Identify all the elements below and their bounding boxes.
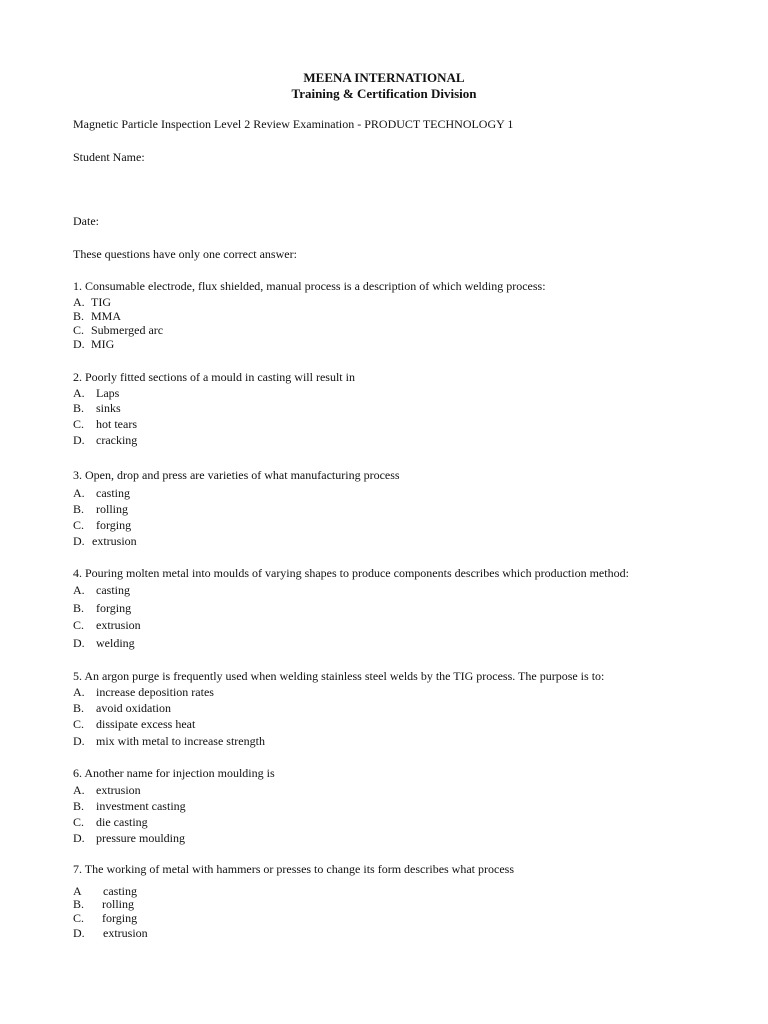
option: B. forging bbox=[73, 601, 132, 615]
option: B. sinks bbox=[73, 401, 121, 415]
option: A casting bbox=[73, 884, 137, 898]
option: B. MMA bbox=[73, 309, 122, 323]
question-4: 4. Pouring molten metal into moulds of varying shapes to produce components describes which production method: bbox=[73, 566, 629, 580]
option: C. extrusion bbox=[73, 618, 141, 632]
option: B. rolling bbox=[73, 502, 128, 516]
option: D. welding bbox=[73, 636, 135, 650]
question-6: 6. Another name for injection moulding is bbox=[73, 766, 275, 780]
option: A. Laps bbox=[73, 386, 120, 400]
exam-title: Magnetic Particle Inspection Level 2 Review Examination - PRODUCT TECHNOLOGY 1 bbox=[73, 117, 514, 131]
option: D. extrusion bbox=[73, 926, 148, 940]
option: B. rolling bbox=[73, 897, 134, 911]
question-2: 2. Poorly fitted sections of a mould in casting will result in bbox=[73, 370, 355, 384]
option: D. pressure moulding bbox=[73, 831, 185, 845]
option: B. avoid oxidation bbox=[73, 701, 171, 715]
option: A. casting bbox=[73, 583, 130, 597]
option: A. extrusion bbox=[73, 783, 141, 797]
option: C. forging bbox=[73, 911, 138, 925]
option: D. mix with metal to increase strength bbox=[73, 734, 265, 748]
option: A. TIG bbox=[73, 295, 111, 309]
option: C. dissipate excess heat bbox=[73, 717, 196, 731]
question-1: 1. Consumable electrode, flux shielded, manual process is a description of which welding process: bbox=[73, 279, 546, 293]
division-name: Training & Certification Division bbox=[291, 86, 477, 101]
date-label: Date: bbox=[73, 214, 99, 228]
student-name-label: Student Name: bbox=[73, 150, 145, 164]
option: D. cracking bbox=[73, 433, 138, 447]
option: A. increase deposition rates bbox=[73, 685, 214, 699]
instructions: These questions have only one correct answer: bbox=[73, 247, 297, 261]
option: D. MIG bbox=[73, 337, 115, 351]
question-7: 7. The working of metal with hammers or presses to change its form describes what process bbox=[73, 862, 514, 876]
option: B. investment casting bbox=[73, 799, 186, 813]
question-3: 3. Open, drop and press are varieties of what manufacturing process bbox=[73, 468, 400, 482]
option: D. extrusion bbox=[73, 534, 137, 548]
option: C. hot tears bbox=[73, 417, 137, 431]
question-5: 5. An argon purge is frequently used when welding stainless steel welds by the TIG process. The purpose is to: bbox=[73, 669, 605, 683]
option: C. Submerged arc bbox=[73, 323, 164, 337]
option: A. casting bbox=[73, 486, 130, 500]
option: C. die casting bbox=[73, 815, 148, 829]
option: C. forging bbox=[73, 518, 132, 532]
organization-name: MEENA INTERNATIONAL bbox=[303, 70, 465, 85]
